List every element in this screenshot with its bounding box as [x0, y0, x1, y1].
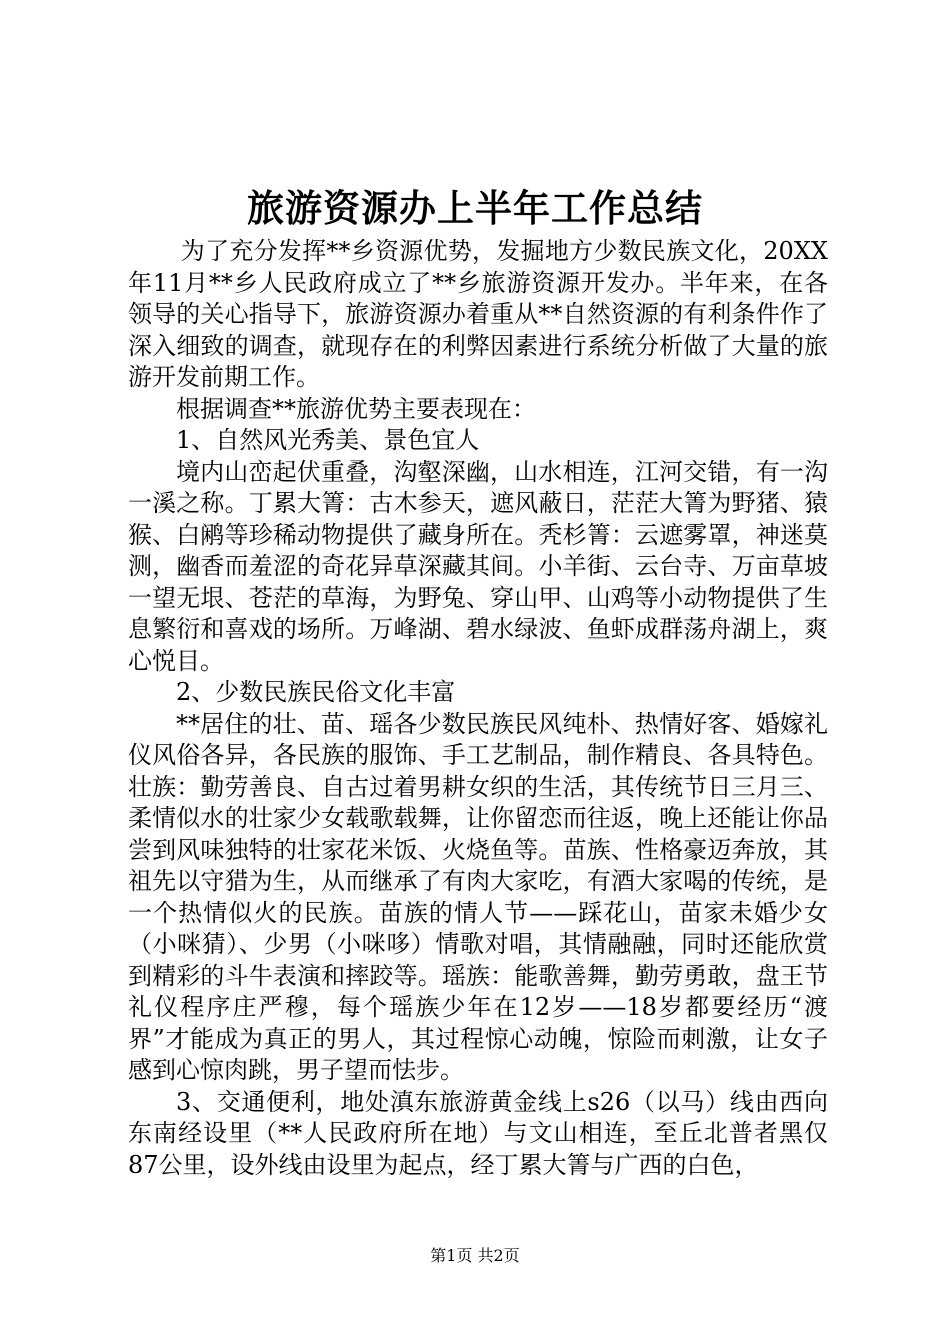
paragraph-intro: 为了充分发挥**乡资源优势，发掘地方少数民族文化，20XX年11月**乡人民政府成立了**乡旅游资源开发办。半年来，在各领导的关心指导下，旅游资源办着重从**自然资源的有利条件作了深入细致的调查，就现存在的利弊因素进行系统分析做了大量的旅游开发前期工作。 [128, 237, 828, 391]
section-heading-culture: 2、少数民族民俗文化丰富 [176, 678, 456, 706]
paragraph-transport: 3、交通便利，地处滇东旅游黄金线上s26（以马）线由西向东南经设里（**人民政府所在地）与文山相连，至丘北普者黑仅87公里，设外线由设里为起点，经丁累大箐与广西的白色， [128, 1087, 828, 1179]
document-title: 旅游资源办上半年工作总结 [247, 186, 703, 230]
page-footer: 第1页 共2页 [430, 1246, 520, 1265]
document-body [128, 236, 828, 1181]
paragraph-scenery: 境内山峦起伏重叠，沟壑深幽，山水相连，江河交错，有一沟一溪之称。丁累大箐：古木参天，遮风蔽日，茫茫大箐为野猪、猿猴、白鹇等珍稀动物提供了藏身所在。秃杉箐：云遮雾罩，神迷莫测，幽香而羞涩的奇花异草深藏其间。小羊街、云台寺、万亩草坡一望无垠、苍茫的草海，为野兔、穿山甲、山鸡等小动物提供了生息繁衍和喜戏的场所。万峰湖、碧水绿波、鱼虾成群荡舟湖上，爽心悦目。 [128, 457, 828, 675]
paragraph-culture: **居住的壮、苗、瑶各少数民族民风纯朴、热情好客、婚嫁礼仪风俗各异，各民族的服饰、手工艺制品，制作精良、各具特色。壮族：勤劳善良、自古过着男耕女织的生活，其传统节日三月三、柔情似水的壮家少女载歌载舞，让你留恋而往返，晚上还能让你品尝到风味独特的壮家花米饭、火烧鱼等。苗族、性格豪迈奔放，其祖先以守猎为生，从而继承了有肉大家吃，有酒大家喝的传统，是一个热情似火的民族。苗族的情人节——踩花山，苗家未婚少女（小咪猜）、少男（小咪哆）情歌对唱，其情融融，同时还能欣赏到精彩的斗牛表演和摔跤等。瑶族：能歌善舞，勤劳勇敢，盘王节礼仪程序庄严穆，每个瑶族少年在12岁——18岁都要经历“渡界”才能成为真正的男人，其过程惊心动魄，惊险而刺激，让女子感到心惊肉跳，男子望而怯步。 [128, 709, 828, 1084]
section-heading-scenery: 1、自然风光秀美、景色宜人 [176, 426, 480, 454]
paragraph-survey-lead: 根据调查**旅游优势主要表现在： [176, 394, 536, 423]
